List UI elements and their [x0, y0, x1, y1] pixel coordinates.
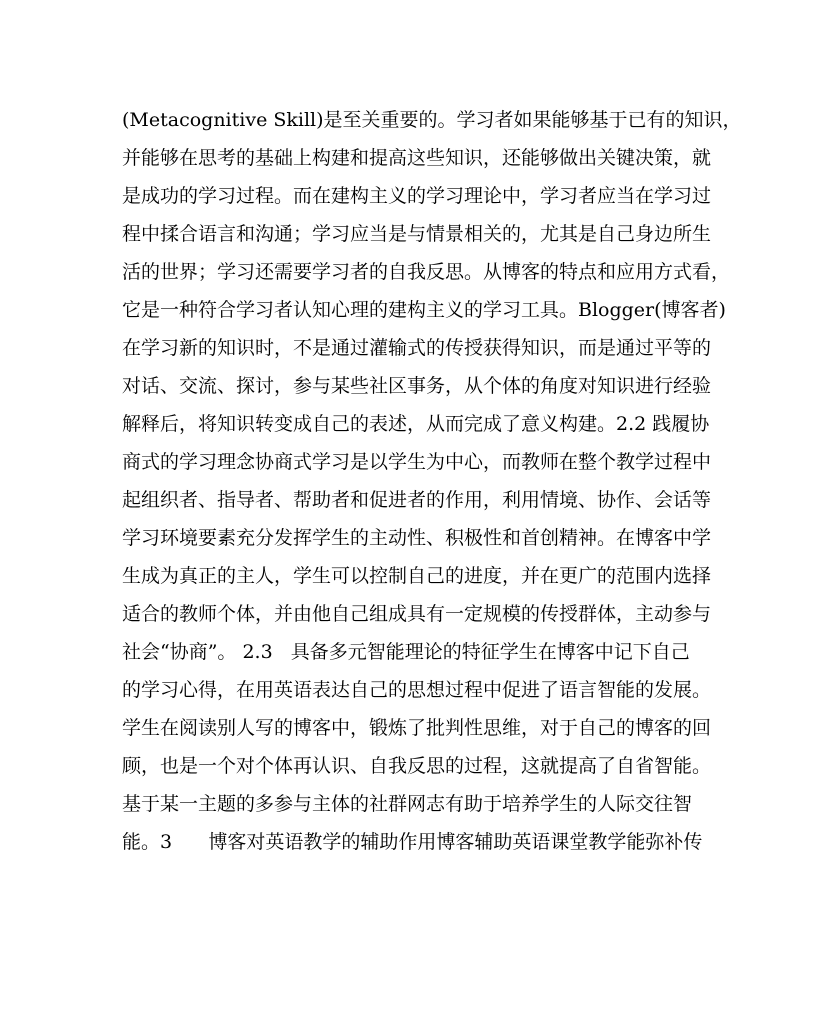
- text-line-5: 活的世界；学习还需要学习者的自我反思。从博客的特点和应用方式看，: [122, 261, 731, 283]
- text-line-18: 顾，也是一个对个体再认识、自我反思的过程，这就提高了自省智能。: [122, 755, 712, 777]
- text-line-6: 它是一种符合学习者认知心理的建构主义的学习工具。Blogger(博客者): [122, 299, 726, 321]
- text-line-3: 是成功的学习过程。而在建构主义的学习理论中，学习者应当在学习过: [122, 185, 712, 207]
- text-line-1: (Metacognitive Skill)是至关重要的。学习者如果能够基于已有的知识，: [122, 109, 742, 131]
- text-line-10: 商式的学习理念协商式学习是以学生为中心，而教师在整个教学过程中: [122, 451, 712, 473]
- text-line-2: 并能够在思考的基础上构建和提高这些知识，还能够做出关键决策，就: [122, 147, 712, 169]
- text-line-7: 在学习新的知识时，不是通过灌输式的传授获得知识，而是通过平等的: [122, 337, 712, 359]
- text-line-9: 解释后，将知识转变成自己的表述，从而完成了意义构建。2.2 践履协: [122, 413, 710, 435]
- text-line-19: 基于某一主题的多参与主体的社群网志有助于培养学生的人际交往智: [122, 793, 693, 815]
- text-line-16: 的学习心得，在用英语表达自己的思想过程中促进了语言智能的发展。: [122, 679, 712, 701]
- text-line-17: 学生在阅读别人写的博客中，锻炼了批判性思维，对于自己的博客的回: [122, 717, 712, 739]
- text-line-4: 程中揉合语言和沟通；学习应当是与情景相关的，尤其是自己身边所生: [122, 223, 712, 245]
- text-line-20: 能。3 博客对英语教学的辅助作用博客辅助英语课堂教学能弥补传: [122, 831, 703, 853]
- text-line-11: 起组织者、指导者、帮助者和促进者的作用，利用情境、协作、会话等: [122, 489, 712, 511]
- text-line-13: 生成为真正的主人，学生可以控制自己的进度，并在更广的范围内选择: [122, 565, 712, 587]
- text-line-15: 社会“协商”。 2.3 具备多元智能理论的特征学生在博客中记下自己: [122, 641, 690, 663]
- text-line-12: 学习环境要素充分发挥学生的主动性、积极性和首创精神。在博客中学: [122, 527, 712, 549]
- text-line-14: 适合的教师个体，并由他自己组成具有一定规模的传授群体，主动参与: [122, 603, 712, 625]
- text-line-8: 对话、交流、探讨，参与某些社区事务，从个体的角度对知识进行经验: [122, 375, 712, 397]
